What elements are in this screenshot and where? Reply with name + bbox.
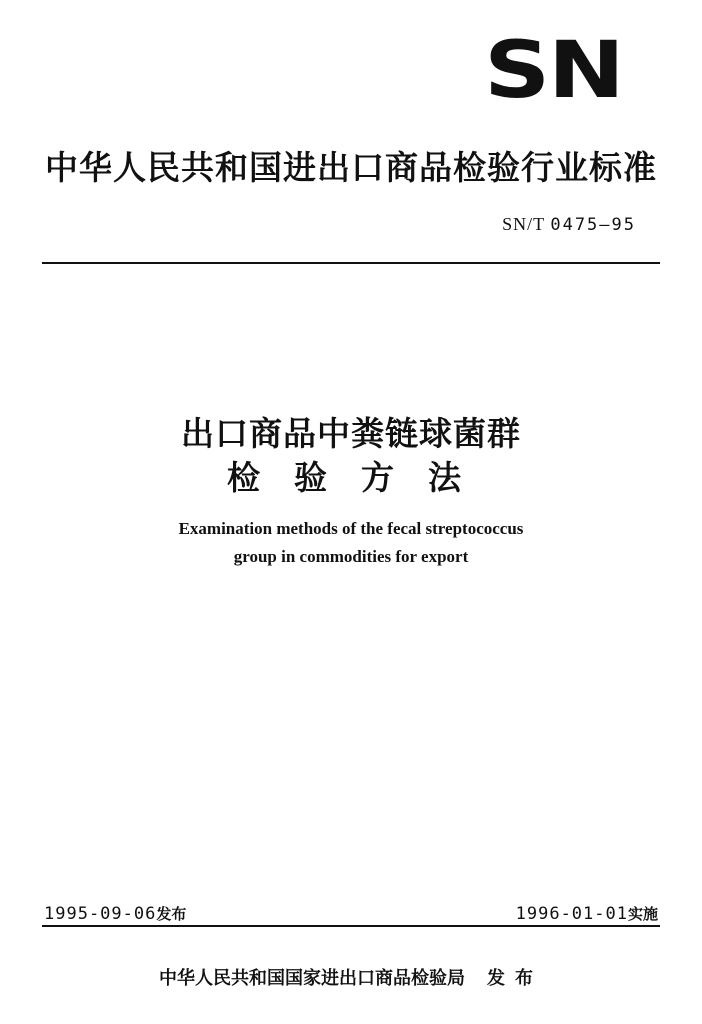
- title-chinese-line-2: 检验方法: [227, 458, 495, 497]
- standard-code: 0475—95: [550, 215, 636, 235]
- effective-date: 1996-01-01: [515, 904, 628, 924]
- issue-date: 1995-09-06: [44, 904, 157, 924]
- title-chinese-line-1: 出口商品中粪链球菌群: [181, 414, 521, 453]
- standard-number: [502, 214, 636, 235]
- issuer-action: 发布: [487, 968, 543, 989]
- issuer-line: [0, 964, 702, 990]
- issue-label: 发布: [156, 905, 187, 923]
- effective-date-block: [516, 903, 658, 924]
- issuer-name: 中华人民共和国国家进出口商品检验局: [159, 968, 465, 989]
- effective-label: 实施: [627, 905, 658, 923]
- sn-logo: SN: [484, 26, 623, 116]
- title-english-line-2: group in commodities for export: [233, 547, 469, 566]
- title-english-line-1: Examination methods of the fecal streptococcus: [178, 519, 524, 538]
- standard-prefix: SN/T: [502, 214, 545, 234]
- organization-title: 中华人民共和国进出口商品检验行业标准: [45, 148, 657, 187]
- top-divider: [42, 262, 660, 264]
- bottom-divider: [42, 925, 660, 927]
- issue-date-block: [44, 903, 186, 924]
